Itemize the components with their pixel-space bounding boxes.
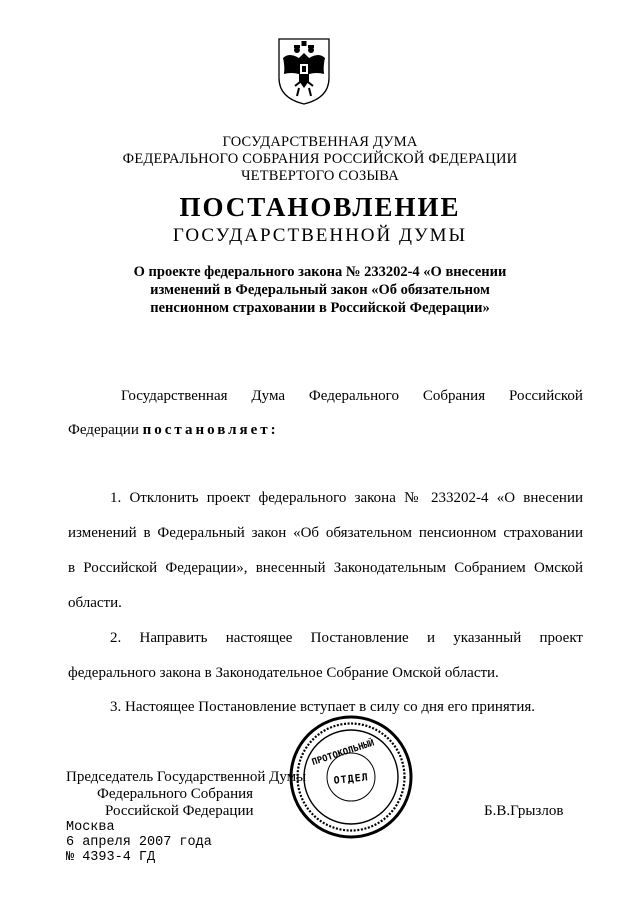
header-line-1: ГОСУДАРСТВЕННАЯ ДУМА [222, 134, 418, 150]
preamble-federation: Федерации [68, 422, 139, 438]
signature-position-3: Российской Федерации [105, 803, 254, 819]
preamble-word: Дума [251, 388, 286, 404]
protocol-department-stamp [288, 714, 414, 840]
coat-of-arms-emblem [275, 36, 333, 106]
registration-city: Москва [66, 820, 115, 835]
document-subtitle: ГОСУДАРСТВЕННОЙ ДУМЫ [172, 225, 468, 246]
preamble-line-2 [68, 420, 279, 440]
header-line-2: ФЕДЕРАЛЬНОГО СОБРАНИЯ РОССИЙСКОЙ ФЕДЕРАЦИИ [122, 151, 518, 167]
preamble-resolves: постановляет: [142, 422, 279, 438]
subject-line-3: пенсионном страховании в Российской Федерации» [150, 300, 490, 316]
preamble-word: Федерального [308, 388, 399, 404]
stamp-center-text: ОТДЕЛ [333, 772, 370, 787]
header-line-3: ЧЕТВЕРТОГО СОЗЫВА [241, 168, 399, 184]
stamp-top-text: ПРОТОКОЛЬНЫЙ [310, 738, 376, 769]
item-1-line-1: 1. Отклонить проект федерального закона № 233202-4 «О внесении [110, 490, 583, 506]
item-1-line-3: в Российской Федерации», внесенный Законодательным Собранием Омской [68, 560, 583, 576]
preamble-word: Российской [509, 388, 583, 404]
preamble-line-1 [121, 386, 583, 406]
item-2-line-1: 2. Направить настоящее Постановление и указанный проект [110, 630, 583, 646]
subject-line-1: О проекте федерального закона № 233202-4 «О внесении [133, 264, 507, 280]
signature-position-1: Председатель Государственной Думы [66, 769, 307, 785]
signatory-name: Б.В.Грызлов [484, 803, 564, 819]
signature-position-2: Федерального Собрания [97, 786, 254, 802]
item-3-line-1: 3. Настоящее Постановление вступает в силу со дня его принятия. [110, 699, 536, 715]
registration-date: 6 апреля 2007 года [66, 835, 212, 850]
item-2-line-2: федерального закона в Законодательное Собрание Омской области. [68, 665, 499, 681]
item-1-line-2: изменений в Федеральный закон «Об обязательном пенсионном страховании [68, 525, 583, 541]
preamble-word: Собрания [422, 388, 486, 404]
document-title: ПОСТАНОВЛЕНИЕ [179, 192, 461, 222]
preamble-word: Государственная [121, 388, 228, 404]
subject-line-2: изменений в Федеральный закон «Об обязательном [150, 282, 490, 298]
item-1-line-4: области. [68, 595, 122, 611]
registration-number: № 4393-4 ГД [66, 850, 156, 865]
